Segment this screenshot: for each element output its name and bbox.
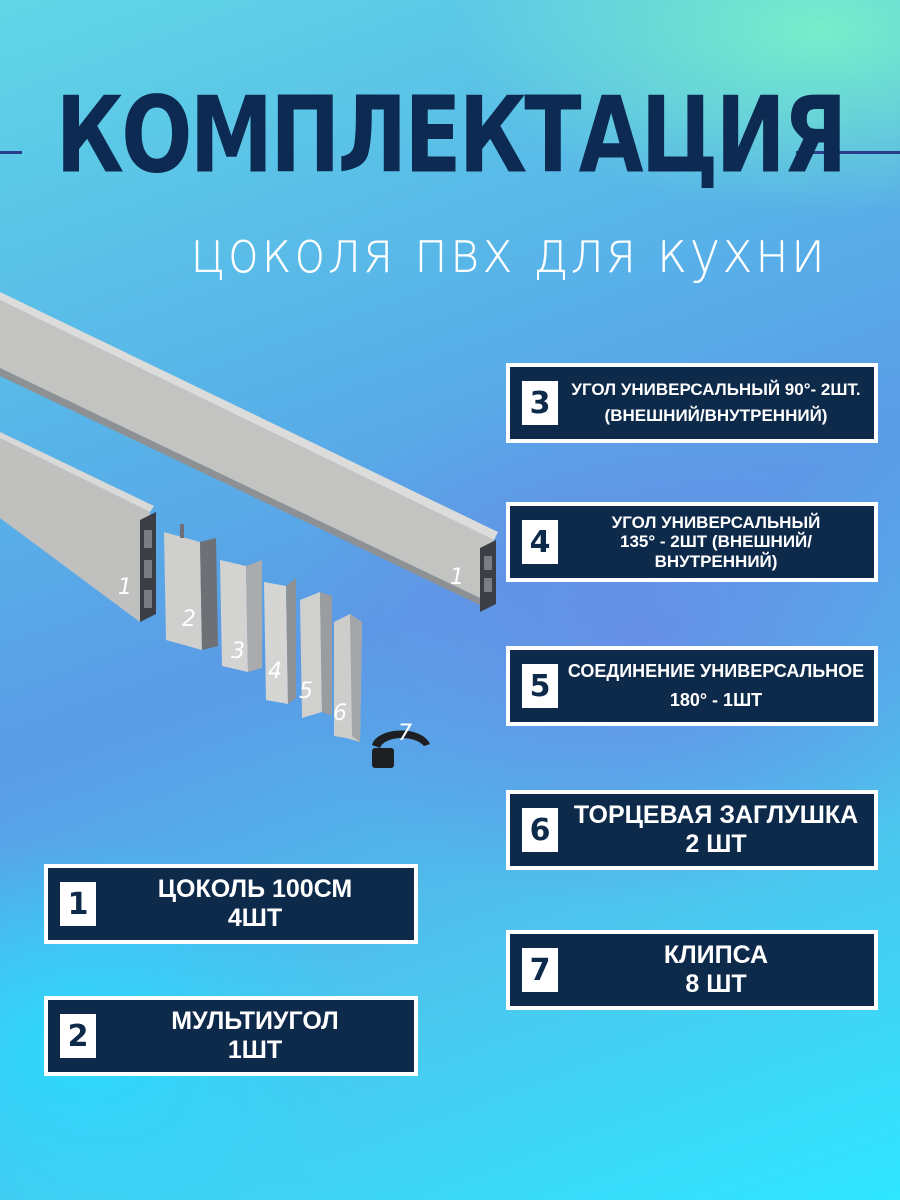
item-card-7 (506, 930, 878, 1010)
item-text (558, 661, 874, 710)
item-card-4 (506, 502, 878, 582)
item-number: 6 (522, 808, 558, 852)
item-number: 5 (522, 664, 558, 708)
part-label-3: 3 (231, 639, 245, 664)
page-subtitle: цоколя пвх для кухни (190, 218, 827, 286)
part-label-1a: 1 (118, 575, 132, 600)
item-number: 4 (522, 520, 558, 564)
item-line: ВНУТРЕННИЙ) (654, 551, 778, 571)
item-number: 2 (60, 1014, 96, 1058)
item-text (558, 513, 874, 572)
item-text (96, 1007, 414, 1065)
item-number: 3 (522, 381, 558, 425)
item-card-3 (506, 363, 878, 443)
item-text (558, 801, 874, 859)
part-label-6: 6 (333, 701, 347, 726)
item-line: 180° - 1ШТ (669, 690, 763, 710)
item-card-6 (506, 790, 878, 870)
item-line: (ВНЕШНИЙ/ВНУТРЕННИЙ) (604, 406, 828, 425)
item-line: УГОЛ УНИВЕРСАЛЬНЫЙ (611, 512, 821, 532)
part-label-4: 4 (268, 659, 282, 684)
part-label-7: 7 (398, 721, 412, 746)
item-line: 2 ШТ (685, 830, 747, 858)
part-label-2: 2 (182, 607, 196, 632)
item-line: УГОЛ УНИВЕРСАЛЬНЫЙ 90°- 2ШТ. (571, 380, 861, 400)
item-line: МУЛЬТИУГОЛ (171, 1007, 339, 1036)
item-line: 135° - 2ШТ (ВНЕШНИЙ/ (620, 532, 812, 552)
item-line: СОЕДИНЕНИЕ УНИВЕРСАЛЬНОЕ (567, 661, 865, 682)
item-number: 1 (60, 882, 96, 926)
item-line: 1ШТ (227, 1036, 283, 1064)
part-label-5: 5 (299, 679, 313, 704)
item-card-2 (44, 996, 418, 1076)
part-corner-135 (264, 578, 296, 704)
item-text (96, 875, 414, 933)
page-title: КОМПЛЕКТАЦИЯ (55, 73, 845, 197)
item-text (558, 380, 874, 425)
item-card-1 (44, 864, 418, 944)
item-line: КЛИПСА (663, 941, 769, 970)
item-number: 7 (522, 948, 558, 992)
product-illustration (0, 290, 520, 790)
part-label-1b: 1 (450, 565, 464, 590)
item-text (558, 941, 874, 999)
item-line: ЦОКОЛЬ 100СМ (157, 875, 353, 904)
item-line: ТОРЦЕВАЯ ЗАГЛУШКА (573, 801, 859, 830)
item-line: 4ШТ (227, 904, 283, 932)
item-card-5 (506, 646, 878, 726)
plinth-panel-short (0, 432, 156, 622)
item-line: 8 ШТ (685, 970, 747, 998)
